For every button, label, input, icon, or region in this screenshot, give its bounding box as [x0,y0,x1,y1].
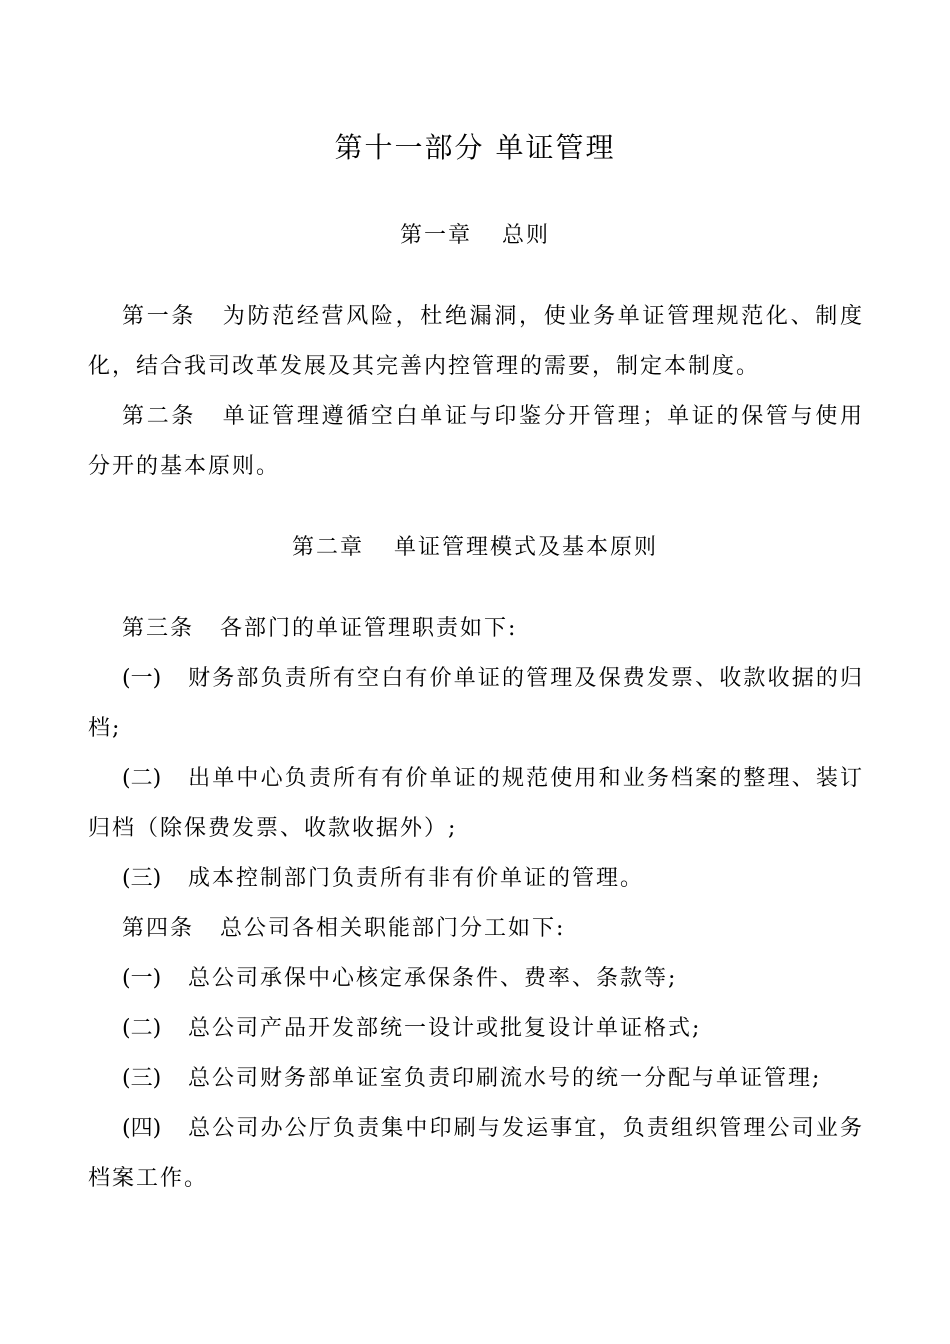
chapter-label: 第二章 [291,535,364,560]
item-number: (一) [122,966,162,991]
article-3 [88,604,864,654]
article-label: 第一条 [122,304,197,329]
list-item [88,1054,864,1104]
list-item [88,654,864,754]
list-item [88,1104,864,1204]
chapter-heading-1 [0,220,950,252]
article-label: 第二条 [122,404,197,429]
item-number: (一) [122,666,162,691]
article-text: 总公司各相关职能部门分工如下: [220,916,566,941]
article-4 [88,904,864,954]
article-text: 为防范经营风险，杜绝漏洞，使业务单证管理规范化、制度化，结合我司改革发展及其完善内控管理的需要，制定本制度。 [88,304,864,379]
item-number: (四) [122,1116,162,1141]
item-text: 总公司办公厅负责集中印刷与发运事宜，负责组织管理公司业务档案工作。 [88,1116,864,1191]
item-text: 成本控制部门负责所有非有价单证的管理。 [188,866,645,891]
article-1 [88,292,864,392]
item-number: (二) [122,766,162,791]
article-label: 第三条 [122,616,195,641]
list-item [88,954,864,1004]
item-number: (二) [122,1016,162,1041]
item-number: (三) [122,1066,162,1091]
item-text: 总公司财务部单证室负责印刷流水号的统一分配与单证管理; [188,1066,822,1091]
article-2 [88,392,864,492]
list-item [88,754,864,854]
item-text: 总公司承保中心核定承保条件、费率、条款等; [188,966,678,991]
chapter-name: 总则 [502,223,551,248]
chapter-heading-2 [0,532,950,564]
article-text: 单证管理遵循空白单证与印鉴分开管理；单证的保管与使用分开的基本原则。 [88,404,864,479]
item-text: 出单中心负责所有有价单证的规范使用和业务档案的整理、装订归档（除保费发票、收款收据外）; [88,766,864,841]
article-text: 各部门的单证管理职责如下: [220,616,518,641]
page-title: 第十一部分 单证管理 [334,131,616,164]
article-label: 第四条 [122,916,195,941]
chapter-label: 第一章 [399,223,472,248]
chapter-name: 单证管理模式及基本原则 [394,535,659,560]
list-item [88,1004,864,1054]
list-item [88,854,864,904]
item-text: 总公司产品开发部统一设计或批复设计单证格式; [188,1016,702,1041]
item-text: 财务部负责所有空白有价单证的管理及保费发票、收款收据的归档; [88,666,864,741]
item-number: (三) [122,866,162,891]
